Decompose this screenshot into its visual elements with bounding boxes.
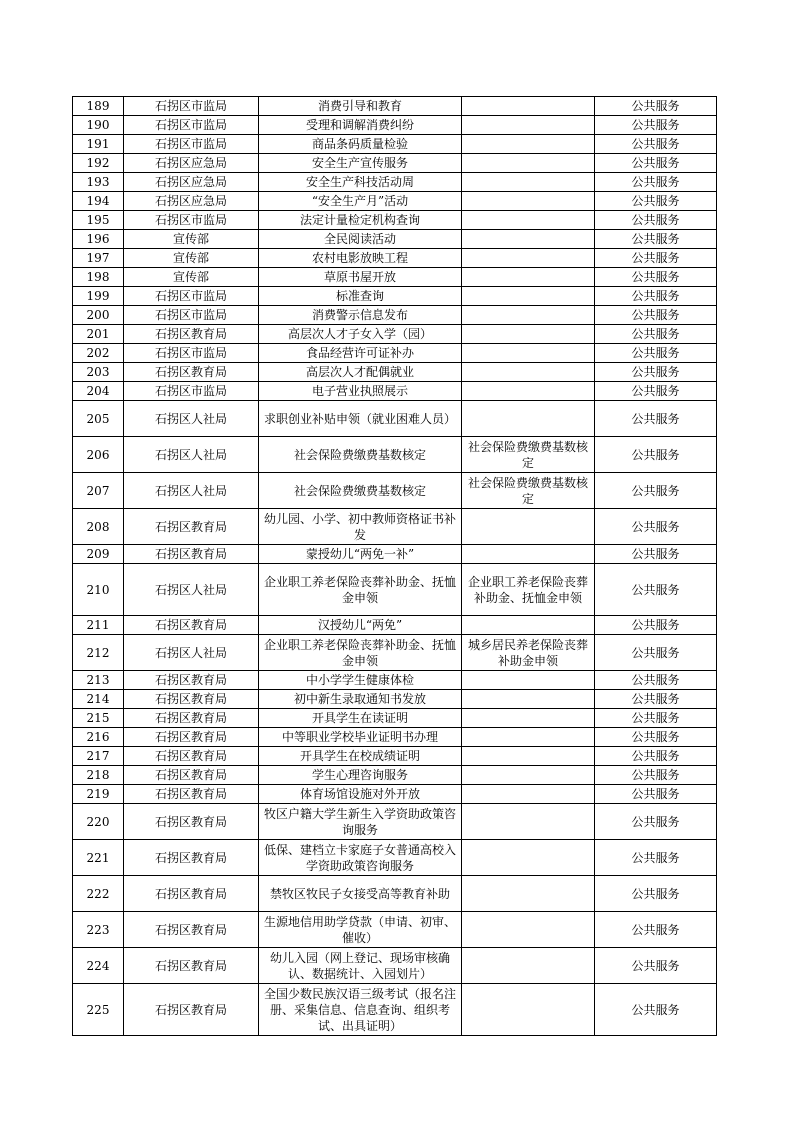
category-cell: 公共服务 [595,173,717,192]
category-cell: 公共服务 [595,840,717,876]
row-number: 190 [73,116,124,135]
sub-item-cell [462,230,595,249]
table-row [73,344,717,363]
row-number: 224 [73,948,124,984]
category-cell: 公共服务 [595,690,717,709]
sub-item-cell: 企业职工养老保险丧葬补助金、抚恤金申领 [462,564,595,616]
department-cell: 石拐区市监局 [124,97,259,116]
department-cell: 石拐区人社局 [124,564,259,616]
sub-item-cell [462,509,595,545]
category-cell: 公共服务 [595,545,717,564]
sub-item-cell [462,154,595,173]
category-cell: 公共服务 [595,473,717,509]
row-number: 197 [73,249,124,268]
row-number: 212 [73,635,124,671]
table-row [73,116,717,135]
table-row [73,709,717,728]
category-cell: 公共服务 [595,984,717,1036]
sub-item-cell [462,545,595,564]
table-row [73,135,717,154]
department-cell: 石拐区教育局 [124,709,259,728]
sub-item-cell [462,325,595,344]
service-name-cell: 开具学生在校成绩证明 [259,747,462,766]
table-row [73,363,717,382]
department-cell: 石拐区市监局 [124,135,259,154]
department-cell: 石拐区教育局 [124,509,259,545]
table-row [73,984,717,1036]
row-number: 215 [73,709,124,728]
table-row [73,173,717,192]
sub-item-cell [462,690,595,709]
table-row [73,211,717,230]
service-name-cell: 蒙授幼儿“两免一补” [259,545,462,564]
service-name-cell: 商品条码质量检验 [259,135,462,154]
sub-item-cell [462,344,595,363]
department-cell: 石拐区教育局 [124,804,259,840]
category-cell: 公共服务 [595,325,717,344]
department-cell: 石拐区教育局 [124,325,259,344]
department-cell: 石拐区人社局 [124,635,259,671]
row-number: 192 [73,154,124,173]
category-cell: 公共服务 [595,154,717,173]
sub-item-cell [462,984,595,1036]
service-name-cell: 体育场馆设施对外开放 [259,785,462,804]
row-number: 202 [73,344,124,363]
service-name-cell: 高层次人才配偶就业 [259,363,462,382]
table-row [73,785,717,804]
table-row [73,840,717,876]
service-name-cell: 消费警示信息发布 [259,306,462,325]
sub-item-cell [462,876,595,912]
department-cell: 石拐区市监局 [124,116,259,135]
category-cell: 公共服务 [595,306,717,325]
category-cell: 公共服务 [595,948,717,984]
sub-item-cell: 社会保险费缴费基数核定 [462,473,595,509]
department-cell: 石拐区应急局 [124,173,259,192]
service-name-cell: 幼儿入园（网上登记、现场审核确认、数据统计、入园划片） [259,948,462,984]
sub-item-cell [462,97,595,116]
table-row [73,876,717,912]
table-row [73,306,717,325]
sub-item-cell [462,671,595,690]
service-name-cell: 初中新生录取通知书发放 [259,690,462,709]
service-name-cell: 全国少数民族汉语三级考试（报名注册、采集信息、信息查询、组织考试、出具证明） [259,984,462,1036]
row-number: 203 [73,363,124,382]
category-cell: 公共服务 [595,804,717,840]
department-cell: 石拐区教育局 [124,840,259,876]
department-cell: 宣传部 [124,230,259,249]
department-cell: 石拐区市监局 [124,382,259,401]
category-cell: 公共服务 [595,382,717,401]
sub-item-cell [462,135,595,154]
department-cell: 石拐区应急局 [124,154,259,173]
service-name-cell: 法定计量检定机构查询 [259,211,462,230]
row-number: 189 [73,97,124,116]
row-number: 208 [73,509,124,545]
row-number: 217 [73,747,124,766]
department-cell: 石拐区教育局 [124,747,259,766]
row-number: 210 [73,564,124,616]
row-number: 214 [73,690,124,709]
service-name-cell: 企业职工养老保险丧葬补助金、抚恤金申领 [259,564,462,616]
table-row [73,912,717,948]
sub-item-cell: 城乡居民养老保险丧葬补助金申领 [462,635,595,671]
category-cell: 公共服务 [595,401,717,437]
category-cell: 公共服务 [595,766,717,785]
table-row [73,728,717,747]
category-cell: 公共服务 [595,564,717,616]
service-name-cell: 安全生产宣传服务 [259,154,462,173]
row-number: 223 [73,912,124,948]
department-cell: 石拐区教育局 [124,616,259,635]
category-cell: 公共服务 [595,135,717,154]
service-name-cell: 求职创业补贴申领（就业困难人员） [259,401,462,437]
category-cell: 公共服务 [595,116,717,135]
sub-item-cell [462,747,595,766]
sub-item-cell [462,728,595,747]
department-cell: 石拐区市监局 [124,306,259,325]
sub-item-cell [462,306,595,325]
category-cell: 公共服务 [595,249,717,268]
service-name-cell: 标准查询 [259,287,462,306]
table-row [73,671,717,690]
table-row [73,766,717,785]
row-number: 191 [73,135,124,154]
category-cell: 公共服务 [595,616,717,635]
service-name-cell: 低保、建档立卡家庭子女普通高校入学资助政策咨询服务 [259,840,462,876]
service-name-cell: 牧区户籍大学生新生入学资助政策咨询服务 [259,804,462,840]
service-name-cell: “安全生产月”活动 [259,192,462,211]
table-row [73,401,717,437]
table-row [73,192,717,211]
service-name-cell: 安全生产科技活动周 [259,173,462,192]
department-cell: 石拐区教育局 [124,948,259,984]
service-name-cell: 中小学学生健康体检 [259,671,462,690]
department-cell: 石拐区教育局 [124,690,259,709]
category-cell: 公共服务 [595,211,717,230]
table-row [73,268,717,287]
category-cell: 公共服务 [595,747,717,766]
row-number: 219 [73,785,124,804]
sub-item-cell [462,709,595,728]
sub-item-cell [462,840,595,876]
table-row [73,948,717,984]
department-cell: 石拐区教育局 [124,766,259,785]
category-cell: 公共服务 [595,912,717,948]
service-name-cell: 汉授幼儿“两免” [259,616,462,635]
department-cell: 宣传部 [124,249,259,268]
service-name-cell: 学生心理咨询服务 [259,766,462,785]
sub-item-cell [462,766,595,785]
row-number: 211 [73,616,124,635]
table-row [73,249,717,268]
service-name-cell: 幼儿园、小学、初中教师资格证书补发 [259,509,462,545]
service-name-cell: 禁牧区牧民子女接受高等教育补助 [259,876,462,912]
service-name-cell: 中等职业学校毕业证明书办理 [259,728,462,747]
table-body [73,97,717,1036]
category-cell: 公共服务 [595,635,717,671]
category-cell: 公共服务 [595,230,717,249]
department-cell: 石拐区教育局 [124,363,259,382]
table-row [73,804,717,840]
row-number: 209 [73,545,124,564]
department-cell: 石拐区教育局 [124,984,259,1036]
service-name-cell: 受理和调解消费纠纷 [259,116,462,135]
service-name-cell: 高层次人才子女入学（园） [259,325,462,344]
sub-item-cell [462,249,595,268]
service-name-cell: 全民阅读活动 [259,230,462,249]
row-number: 195 [73,211,124,230]
sub-item-cell [462,616,595,635]
department-cell: 石拐区人社局 [124,437,259,473]
service-name-cell: 企业职工养老保险丧葬补助金、抚恤金申领 [259,635,462,671]
row-number: 221 [73,840,124,876]
table-row [73,154,717,173]
department-cell: 石拐区市监局 [124,211,259,230]
row-number: 216 [73,728,124,747]
service-name-cell: 生源地信用助学贷款（申请、初审、催收） [259,912,462,948]
service-name-cell: 社会保险费缴费基数核定 [259,437,462,473]
service-name-cell: 草原书屋开放 [259,268,462,287]
sub-item-cell [462,363,595,382]
table-row [73,509,717,545]
table-row [73,437,717,473]
service-name-cell: 食品经营许可证补办 [259,344,462,363]
department-cell: 石拐区教育局 [124,671,259,690]
sub-item-cell [462,912,595,948]
sub-item-cell: 社会保险费缴费基数核定 [462,437,595,473]
table-row [73,325,717,344]
category-cell: 公共服务 [595,437,717,473]
sub-item-cell [462,804,595,840]
sub-item-cell [462,192,595,211]
row-number: 218 [73,766,124,785]
table-row [73,616,717,635]
table-row [73,473,717,509]
service-name-cell: 开具学生在读证明 [259,709,462,728]
row-number: 198 [73,268,124,287]
row-number: 213 [73,671,124,690]
table-row [73,382,717,401]
service-name-cell: 农村电影放映工程 [259,249,462,268]
category-cell: 公共服务 [595,192,717,211]
category-cell: 公共服务 [595,287,717,306]
table-row [73,287,717,306]
department-cell: 石拐区教育局 [124,728,259,747]
service-name-cell: 社会保险费缴费基数核定 [259,473,462,509]
service-name-cell: 电子营业执照展示 [259,382,462,401]
sub-item-cell [462,785,595,804]
category-cell: 公共服务 [595,363,717,382]
category-cell: 公共服务 [595,785,717,804]
table-row [73,690,717,709]
department-cell: 石拐区教育局 [124,785,259,804]
table-row [73,545,717,564]
row-number: 199 [73,287,124,306]
sub-item-cell [462,173,595,192]
department-cell: 石拐区市监局 [124,344,259,363]
department-cell: 石拐区教育局 [124,912,259,948]
category-cell: 公共服务 [595,709,717,728]
sub-item-cell [462,401,595,437]
department-cell: 石拐区人社局 [124,473,259,509]
table-row [73,97,717,116]
service-name-cell: 消费引导和教育 [259,97,462,116]
sub-item-cell [462,268,595,287]
sub-item-cell [462,948,595,984]
row-number: 207 [73,473,124,509]
category-cell: 公共服务 [595,876,717,912]
row-number: 222 [73,876,124,912]
table-row [73,635,717,671]
service-list-table [72,96,717,1036]
row-number: 204 [73,382,124,401]
category-cell: 公共服务 [595,728,717,747]
table-row [73,564,717,616]
sub-item-cell [462,211,595,230]
row-number: 201 [73,325,124,344]
category-cell: 公共服务 [595,509,717,545]
row-number: 220 [73,804,124,840]
row-number: 205 [73,401,124,437]
table-row [73,747,717,766]
department-cell: 石拐区市监局 [124,287,259,306]
table-row [73,230,717,249]
category-cell: 公共服务 [595,268,717,287]
department-cell: 石拐区教育局 [124,545,259,564]
category-cell: 公共服务 [595,97,717,116]
row-number: 193 [73,173,124,192]
row-number: 200 [73,306,124,325]
row-number: 206 [73,437,124,473]
sub-item-cell [462,116,595,135]
sub-item-cell [462,382,595,401]
department-cell: 宣传部 [124,268,259,287]
category-cell: 公共服务 [595,671,717,690]
sub-item-cell [462,287,595,306]
department-cell: 石拐区应急局 [124,192,259,211]
row-number: 196 [73,230,124,249]
department-cell: 石拐区教育局 [124,876,259,912]
category-cell: 公共服务 [595,344,717,363]
department-cell: 石拐区人社局 [124,401,259,437]
row-number: 225 [73,984,124,1036]
row-number: 194 [73,192,124,211]
